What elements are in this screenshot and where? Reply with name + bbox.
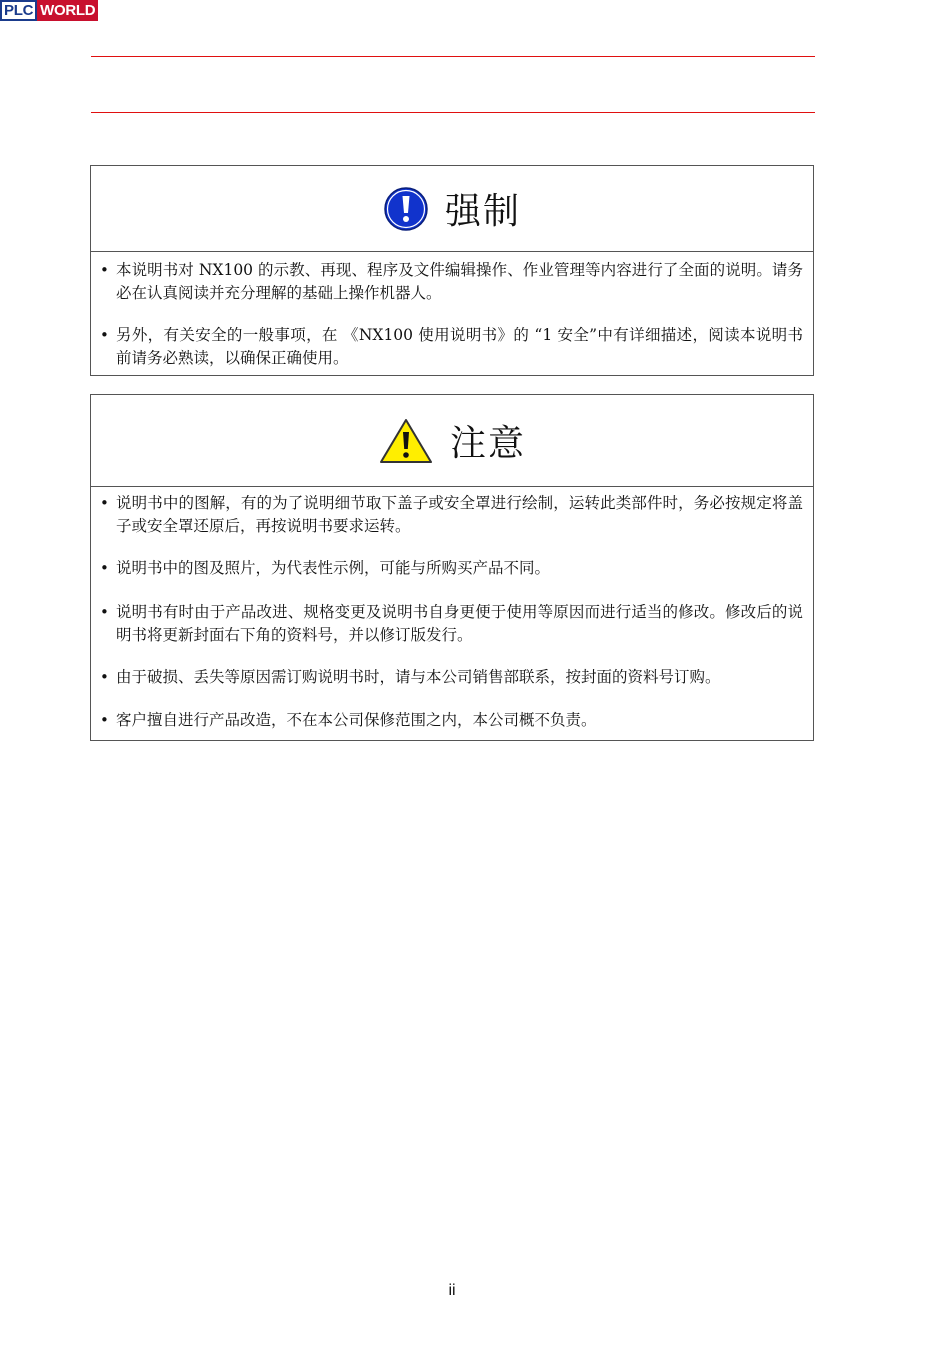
caution-notice-box [90, 394, 814, 741]
list-item: • 说明书中的图解，有的为了说明细节取下盖子或安全罩进行绘制，运转此类部件时，务必按规定将盖子或安全罩还原后，再按说明书要求运转。 [100, 492, 803, 538]
mandatory-exclamation-icon [383, 186, 429, 232]
list-item: • 本说明书对 NX100 的示教、再现、程序及文件编辑操作、作业管理等内容进行了全面的说明。请务必在认真阅读并充分理解的基础上操作机器人。 [100, 259, 803, 305]
list-item: • 由于破损、丢失等原因需订购说明书时，请与本公司销售部联系，按封面的资料号订购。 [100, 666, 803, 689]
list-item: • 客户擅自进行产品改造，不在本公司保修范围之内，本公司概不负责。 [100, 709, 803, 732]
mandatory-header [91, 166, 813, 252]
list-item: • 另外，有关安全的一般事项，在 《NX100 使用说明书》的 “1 安全”中有详细描述，阅读本说明书前请务必熟读，以确保正确使用。 [100, 324, 803, 370]
header-rule-bottom [91, 112, 815, 113]
list-item: • 说明书中的图及照片，为代表性示例，可能与所购买产品不同。 [100, 557, 803, 580]
caution-triangle-icon [378, 417, 434, 465]
logo-plc: PLC [0, 0, 37, 21]
list-item: • 说明书有时由于产品改进、规格变更及说明书自身更便于使用等原因而进行适当的修改。修改后的说明书将更新封面右下角的资料号，并以修订版发行。 [100, 601, 803, 647]
plc-world-logo [0, 0, 98, 21]
page-number: ii [448, 1282, 456, 1299]
caution-title: 注意 [449, 423, 526, 464]
caution-header [91, 395, 813, 487]
mandatory-notice-box [90, 165, 814, 376]
logo-world: WORLD [37, 0, 98, 21]
mandatory-list [91, 252, 813, 370]
mandatory-title: 强制 [444, 191, 521, 232]
header-rule-top [91, 56, 815, 57]
caution-list [91, 487, 813, 732]
